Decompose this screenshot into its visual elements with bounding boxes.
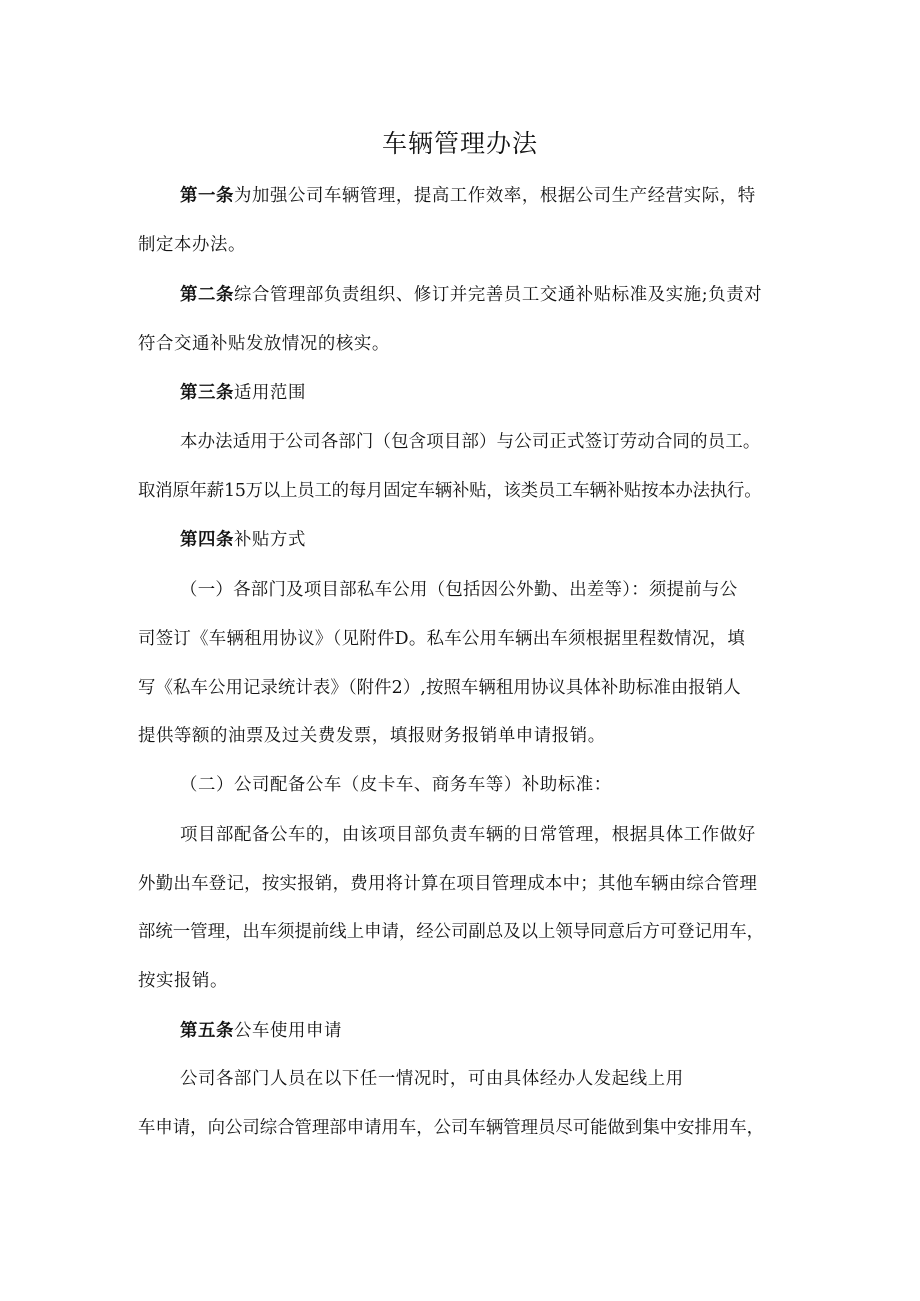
- article-2-heading: 第二条: [180, 285, 234, 305]
- article-1-heading: 第一条: [180, 186, 234, 206]
- article-4-p3-line-1: 项目部配备公车的，由该项目部负责车辆的日常管理，根据具体工作做好: [180, 825, 756, 845]
- article-5-label: 公车使用申请: [233, 1021, 342, 1041]
- article-4-heading-line: [180, 525, 788, 555]
- article-4-heading: 第四条: [180, 530, 234, 550]
- article-3-line-1: 本办法适用于公司各部门（包含项目部）与公司正式签订劳动合同的员工。: [180, 432, 761, 452]
- article-4-p3-line-3: 部统一管理，出车须提前线上申请，经公司副总及以上领导同意后方可登记用车，: [138, 922, 765, 942]
- article-1-text: 为加强公司车辆管理，提高工作效率，根据公司生产经营实际，特: [233, 186, 756, 206]
- article-4-p3-line-4: 按实报销。: [138, 971, 228, 991]
- article-1-line-1: [180, 181, 788, 211]
- article-2-text: 综合管理部负责组织、修订并完善员工交通补贴标准及实施;负责对: [233, 285, 763, 305]
- document-title: 车辆管理办法: [381, 129, 538, 158]
- article-4-p1-line-1: （一）各部门及项目部私车公用（包括因公外勤、出差等）：须提前与公: [180, 580, 738, 600]
- article-4-p2: （二）公司配备公车（皮卡车、商务车等）补助标准：: [180, 775, 612, 795]
- article-2-line-2: 符合交通补贴发放情况的核实。: [138, 334, 390, 354]
- article-4-p3-line-2: 外勤出车登记，按实报销，费用将计算在项目管理成本中；其他车辆由综合管理: [138, 874, 758, 894]
- article-2-line-1: [180, 280, 788, 310]
- article-5-heading-line: [180, 1016, 788, 1046]
- article-3-line-2: 取消原年薪15万以上员工的每月固定车辆补贴，该类员工车辆补贴按本办法执行。: [138, 481, 762, 501]
- article-5-heading: 第五条: [180, 1021, 234, 1041]
- article-4-label: 补贴方式: [233, 530, 306, 550]
- article-4-p1-line-2: 司签订《车辆租用协议》（见附件D。私车公用车辆出车须根据里程数情况，填: [138, 629, 746, 649]
- article-4-p1-line-4: 提供等额的油票及过关费发票，填报财务报销单申请报销。: [138, 726, 606, 746]
- article-3-label: 适用范围: [233, 383, 306, 403]
- article-3-heading-line: [180, 378, 788, 408]
- article-5-line-2: 车申请，向公司综合管理部申请用车，公司车辆管理员尽可能做到集中安排用车，: [138, 1118, 765, 1138]
- article-5-line-1: 公司各部门人员在以下任一情况时，可由具体经办人发起线上用: [180, 1069, 684, 1089]
- article-1-line-2: 制定本办法。: [138, 235, 246, 255]
- article-4-p1-line-3: 写《私车公用记录统计表》（附件2）,按照车辆租用协议具体补助标准由报销人: [138, 678, 741, 698]
- article-3-heading: 第三条: [180, 383, 234, 403]
